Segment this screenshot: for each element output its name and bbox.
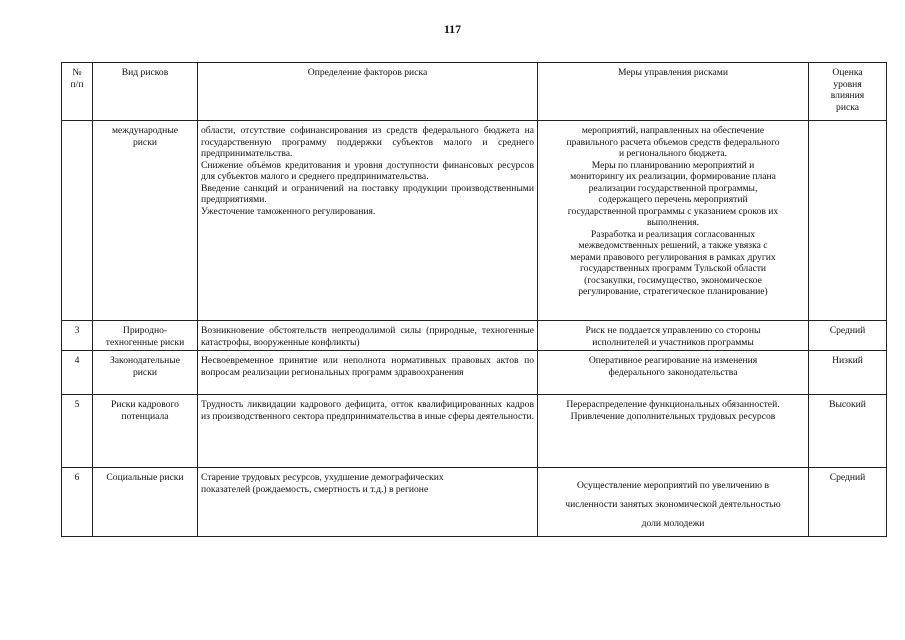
impact-level: Высокий: [809, 395, 887, 468]
row-number: 4: [62, 351, 93, 395]
risk-measures: Оперативное реагирование на изменения федерального законодательства: [538, 351, 809, 395]
page-number: 117: [443, 22, 462, 36]
risk-type: Социальные риски: [93, 468, 198, 537]
impact-level: Низкий: [809, 351, 887, 395]
table-row: [62, 121, 887, 321]
risk-type: Природно- техногенные риски: [93, 321, 198, 351]
risk-measures: Осуществление мероприятий по увеличению в численности занятых экономической деятельностью доли молодежи: [538, 468, 809, 537]
impact-level: Средний: [809, 321, 887, 351]
risk-factors: Несвоевременное принятие или неполнота нормативных правовых актов по вопросам реализации региональных программ здравоохранения: [198, 351, 538, 395]
table-row: [62, 351, 887, 395]
risk-management-table: [61, 62, 887, 537]
row-number: 3: [62, 321, 93, 351]
table-row: [62, 395, 887, 468]
table-row: [62, 321, 887, 351]
table-header-row: [62, 63, 887, 121]
risk-factors: Старение трудовых ресурсов, ухудшение демографических показателей (рождаемость, смертность и т.д.) в регионе: [198, 468, 538, 537]
header-impact-level: Оценка уровня влияния риска: [809, 63, 887, 121]
row-number: [62, 121, 93, 321]
risk-type: Законодательные риски: [93, 351, 198, 395]
header-risk-factors: Определение факторов риска: [198, 63, 538, 121]
row-number: 5: [62, 395, 93, 468]
header-risk-type: Вид рисков: [93, 63, 198, 121]
risk-factors: Возникновение обстоятельств непреодолимой силы (природные, техногенные катастрофы, вооруженные конфликты): [198, 321, 538, 351]
risk-factors: Трудность ликвидации кадрового дефицита, отток квалифицированных кадров из производственного сектора предпринимательства в иные сферы деятельности.: [198, 395, 538, 468]
risk-measures: Перераспределение функциональных обязанностей. Привлечение дополнительных трудовых ресурсов: [538, 395, 809, 468]
risk-factors: области, отсутствие софинансирования из средств федерального бюджета на государственную программу поддержки субъектов малого и среднего предпринимательства. Снижение объёмов кредитования и уровня доступности финансовых ресурсов для субъектов малого и среднего предпринимательства. Введение санкций и ограничений на поставку продукции производственными предприятиями. Ужесточение таможенного регулирования.: [198, 121, 538, 321]
impact-level: [809, 121, 887, 321]
impact-level: Средний: [809, 468, 887, 537]
risk-type: международные риски: [93, 121, 198, 321]
risk-type: Риски кадрового потенциала: [93, 395, 198, 468]
risk-measures: мероприятий, направленных на обеспечение правильного расчета объемов средств федерального и регионального бюджета. Меры по планированию мероприятий и мониторингу их реализации, формирование плана реализации государственной программы, содержащего перечень мероприятий государственной программы с указанием сроков их выполнения. Разработка и реализация согласованных межведомственных решений, а также увязка с мерами правового регулирования в рамках других государственных программ Тульской области (госзакупки, госимущество, экономическое регулирование, стратегическое планирование): [538, 121, 809, 321]
table-row: [62, 468, 887, 537]
header-risk-measures: Меры управления рисками: [538, 63, 809, 121]
risk-measures: Риск не поддается управлению со стороны исполнителей и участников программы: [538, 321, 809, 351]
header-number: № п/п: [62, 63, 93, 121]
row-number: 6: [62, 468, 93, 537]
